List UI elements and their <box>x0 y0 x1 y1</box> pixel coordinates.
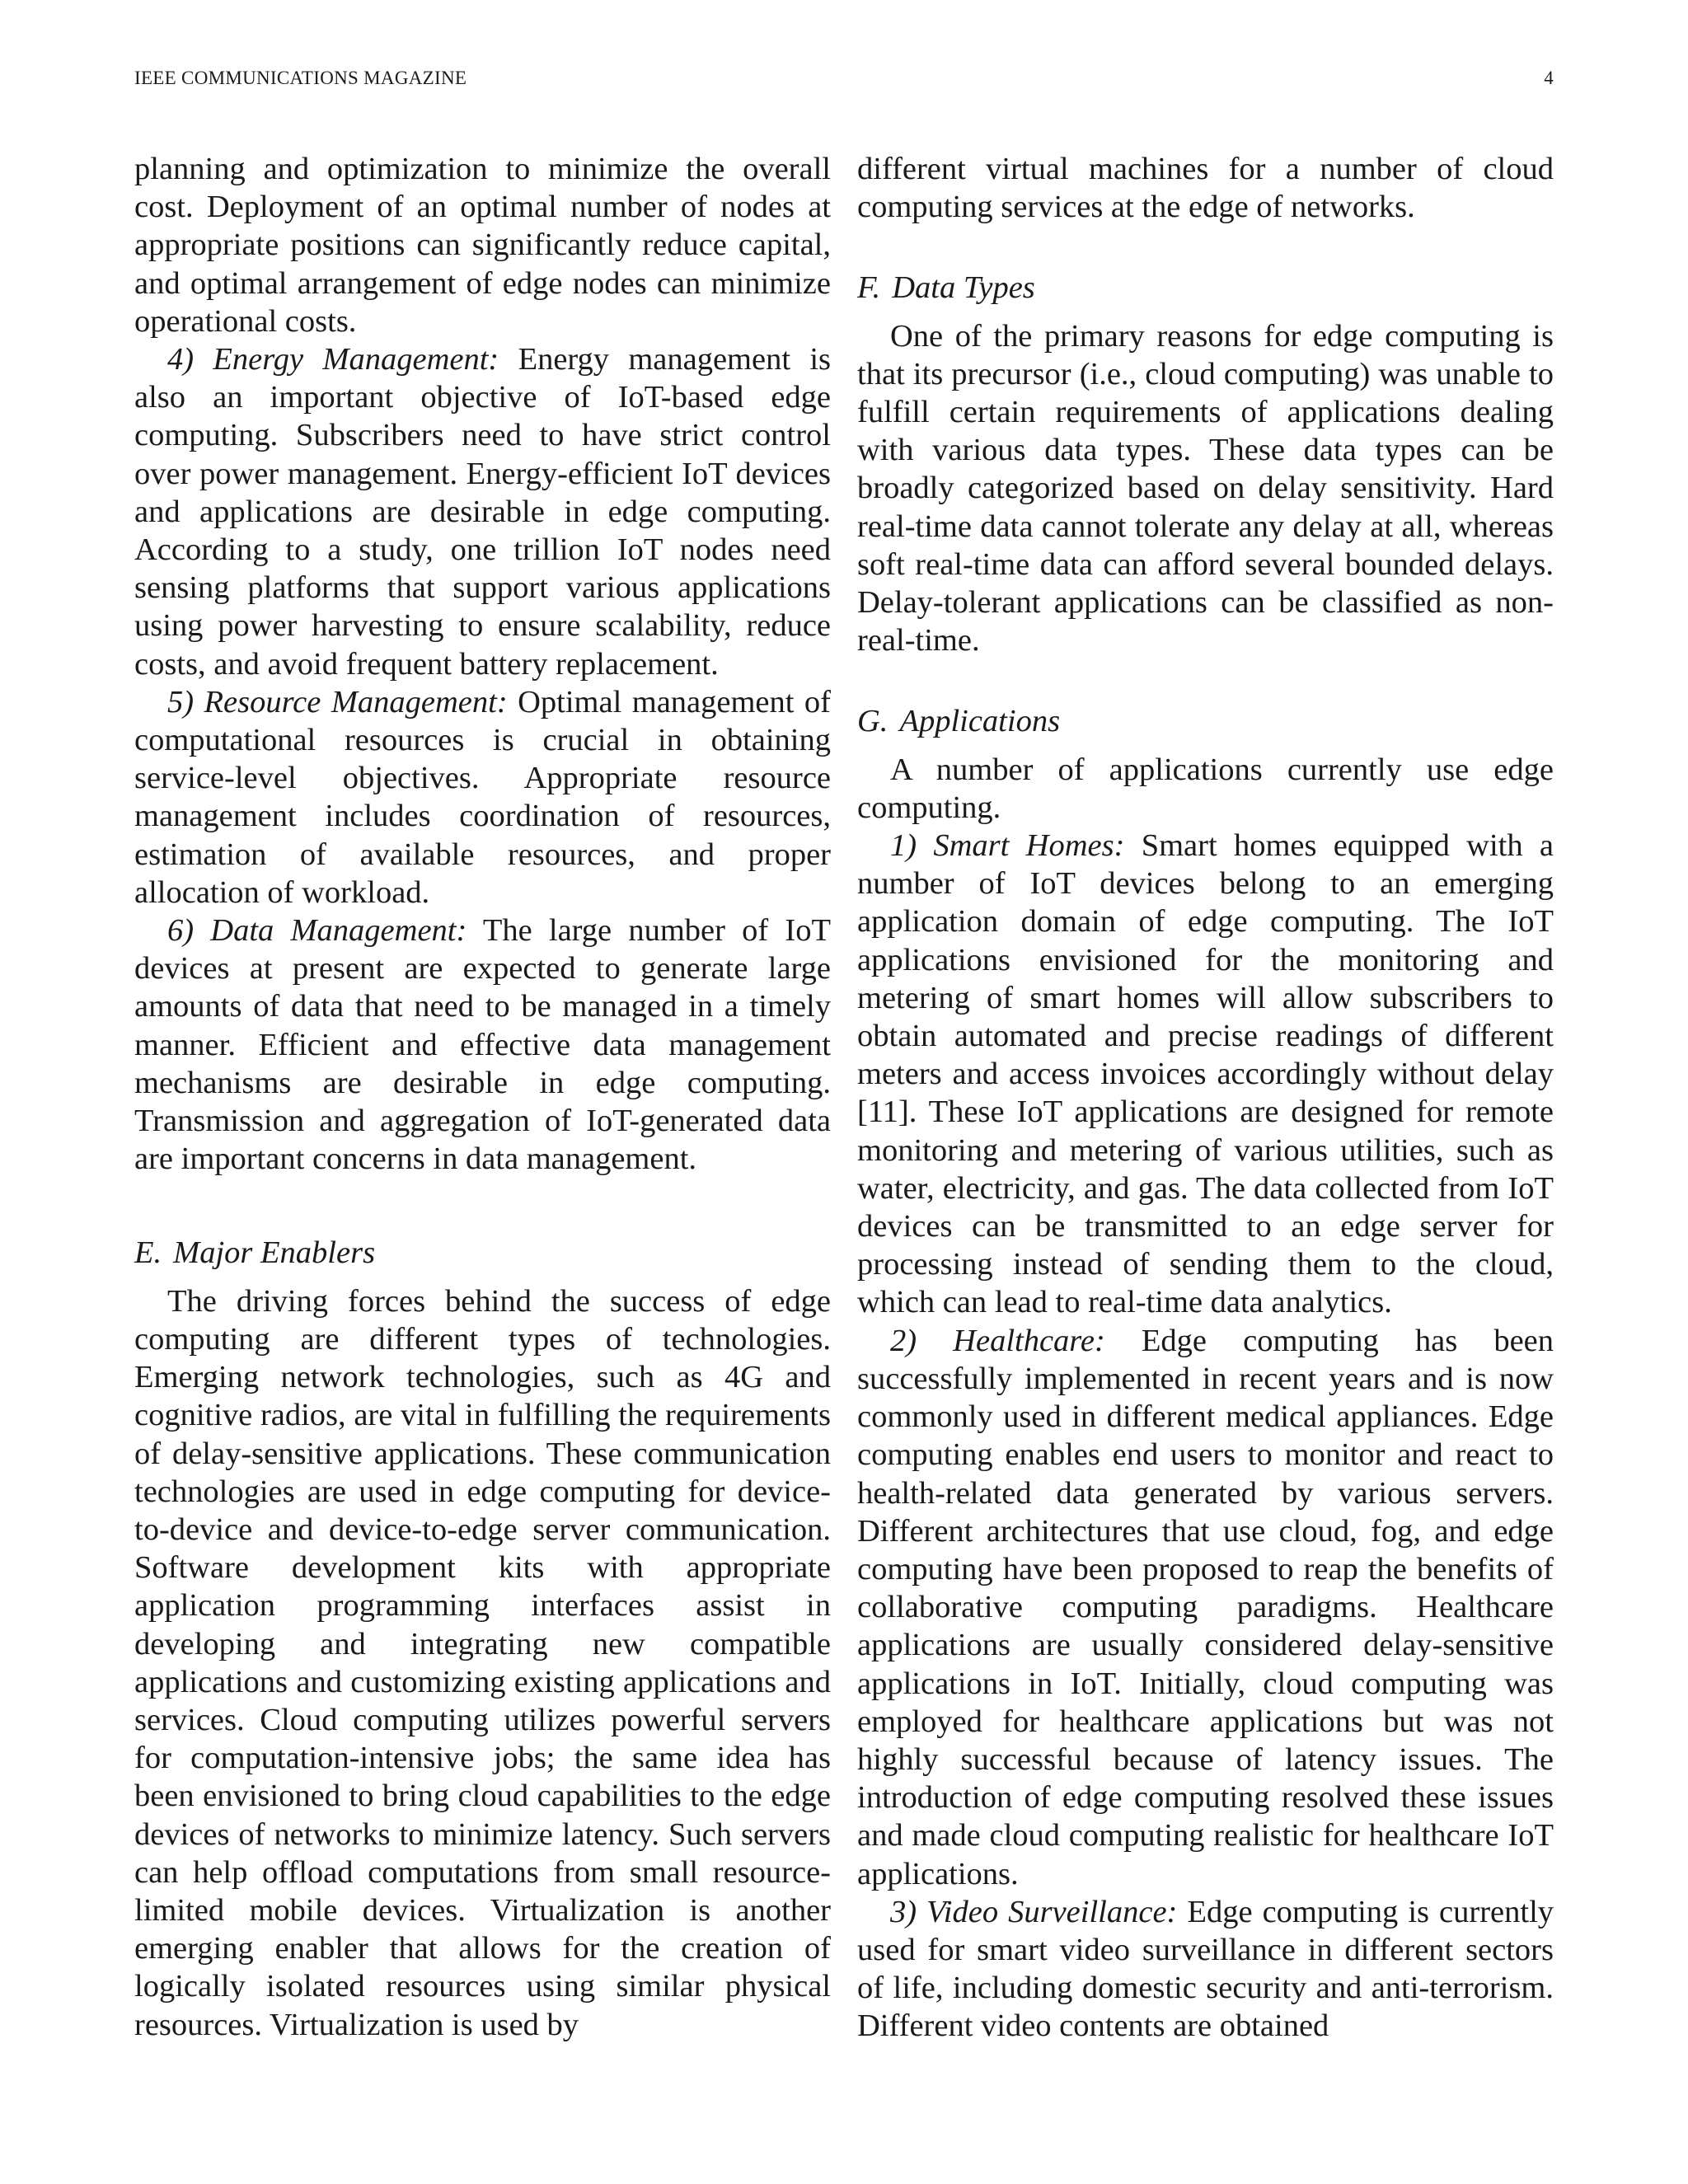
smart-homes-paragraph <box>857 827 1554 1322</box>
energy-management-text: Energy management is also an important objective of IoT-based edge computing. Subscribers need to have strict control over power management. Energy-efficient IoT devices and applications are desirable in edge computing. According to a study, one trillion IoT nodes need sensing platforms that support various applications using power harvesting to ensure scalability, reduce costs, and avoid frequent battery replacement. <box>134 342 832 682</box>
section-letter: F. <box>857 270 881 306</box>
section-title: Major Enablers <box>173 1235 376 1271</box>
data-management-title: 6) Data Management: <box>167 913 467 949</box>
data-management-paragraph <box>134 912 831 1178</box>
section-title: Data Types <box>892 270 1035 306</box>
data-management-text: The large number of IoT devices at present are expected to generate large amounts of data that need to be managed in a timely manner. Efficient and effective data management mechanisms are desirable in edge computing. Transmission and aggregation of IoT-generated data are important concerns in data management. <box>134 913 831 1177</box>
section-heading-major-enablers <box>134 1234 831 1272</box>
running-head <box>134 66 1554 91</box>
journal-title: IEEE COMMUNICATIONS MAGAZINE <box>134 68 467 88</box>
energy-management-title: 4) Energy Management: <box>167 342 499 377</box>
section-letter: E. <box>134 1235 162 1271</box>
video-surveillance-title: 3) Video Surveillance: <box>890 1894 1178 1929</box>
resource-management-paragraph <box>134 683 831 912</box>
data-types-paragraph: One of the primary reasons for edge computing is that its precursor (i.e., cloud computing) was unable to fulfill certain requirements of applications dealing with various data types. These data types can be broadly categorized based on delay sensitivity. Hard real-time data cannot tolerate any delay at all, whereas soft real-time data can afford several bounded delays. Delay-tolerant applications can be classified as non-real-time. <box>857 318 1554 658</box>
major-enablers-paragraph: The driving forces behind the success of edge computing are different types of technologies. Emerging network technologies, such as 4G and cognitive radios, are vital in fulfilling the requirements of delay-sensitive applications. These communication technologies are used in edge computing for device-to-device and device-to-edge server communication. Software development kits with appropriate application programming interfaces assist in developing and integrating new compatible applications and customizing existing applications and services. Cloud computing utilizes powerful servers for computation-intensive jobs; the same idea has been envisioned to bring cloud capabilities to the edge devices of networks to minimize latency. Such servers can help offload computations from small resource-limited mobile devices. Virtualization is another emerging enabler that allows for the creation of logically isolated resources using similar physical resources. Virtualization is used by <box>134 1283 831 2042</box>
continued-paragraph: planning and optimization to minimize the overall cost. Deployment of an optimal number of nodes at appropriate positions can significantly reduce capital, and optimal arrangement of edge nodes can minimize operational costs. <box>134 152 831 339</box>
section-heading-data-types <box>857 269 1554 307</box>
resource-management-title: 5) Resource Management: <box>167 684 508 719</box>
video-surveillance-text: Edge computing is currently used for smart video surveillance in different sectors of life, including domestic security and anti-terrorism. Different video contents are obtained <box>857 1894 1554 2044</box>
left-column <box>134 150 831 2044</box>
section-heading-applications <box>857 702 1554 740</box>
healthcare-paragraph <box>857 1322 1554 1893</box>
healthcare-title: 2) Healthcare: <box>890 1323 1105 1358</box>
healthcare-text: Edge computing has been successfully implemented in recent years and is now commonly used in different medical appliances. Edge computing enables end users to monitor and react to health-related data generated by various servers. Different architectures that use cloud, fog, and edge computing have been proposed to reap the benefits of collaborative computing paradigms. Healthcare applications are usually considered delay-sensitive applications in IoT. Initially, cloud computing was employed for healthcare applications but was not highly successful because of latency issues. The introduction of edge computing resolved these issues and made cloud computing realistic for healthcare IoT applications. <box>857 1323 1554 1891</box>
smart-homes-title: 1) Smart Homes: <box>890 828 1125 864</box>
section-title: Applications <box>899 704 1061 739</box>
section-letter: G. <box>857 704 889 739</box>
continued-paragraph: different virtual machines for a number of cloud computing services at the edge of networks. <box>857 152 1554 225</box>
video-surveillance-paragraph <box>857 1893 1554 2046</box>
right-column <box>857 150 1554 2046</box>
smart-homes-text: Smart homes equipped with a number of IoT devices belong to an emerging application domain of edge computing. The IoT applications envisioned for the monitoring and metering of smart homes will allow subscribers to obtain automated and precise readings of different meters and access invoices accordingly without delay [11]. These IoT applications are designed for remote monitoring and metering of various utilities, such as water, electricity, and gas. The data collected from IoT devices can be transmitted to an edge server for processing instead of sending them to the cloud, which can lead to real-time data analytics. <box>857 828 1554 1320</box>
applications-intro-paragraph: A number of applications currently use edge computing. <box>857 752 1554 825</box>
resource-management-text: Optimal management of computational resources is crucial in obtaining service-level objectives. Appropriate resource management includes coordination of resources, estimation of available resources, and proper allocation of workload. <box>134 684 831 910</box>
energy-management-paragraph <box>134 340 831 683</box>
page-number: 4 <box>1544 68 1554 88</box>
